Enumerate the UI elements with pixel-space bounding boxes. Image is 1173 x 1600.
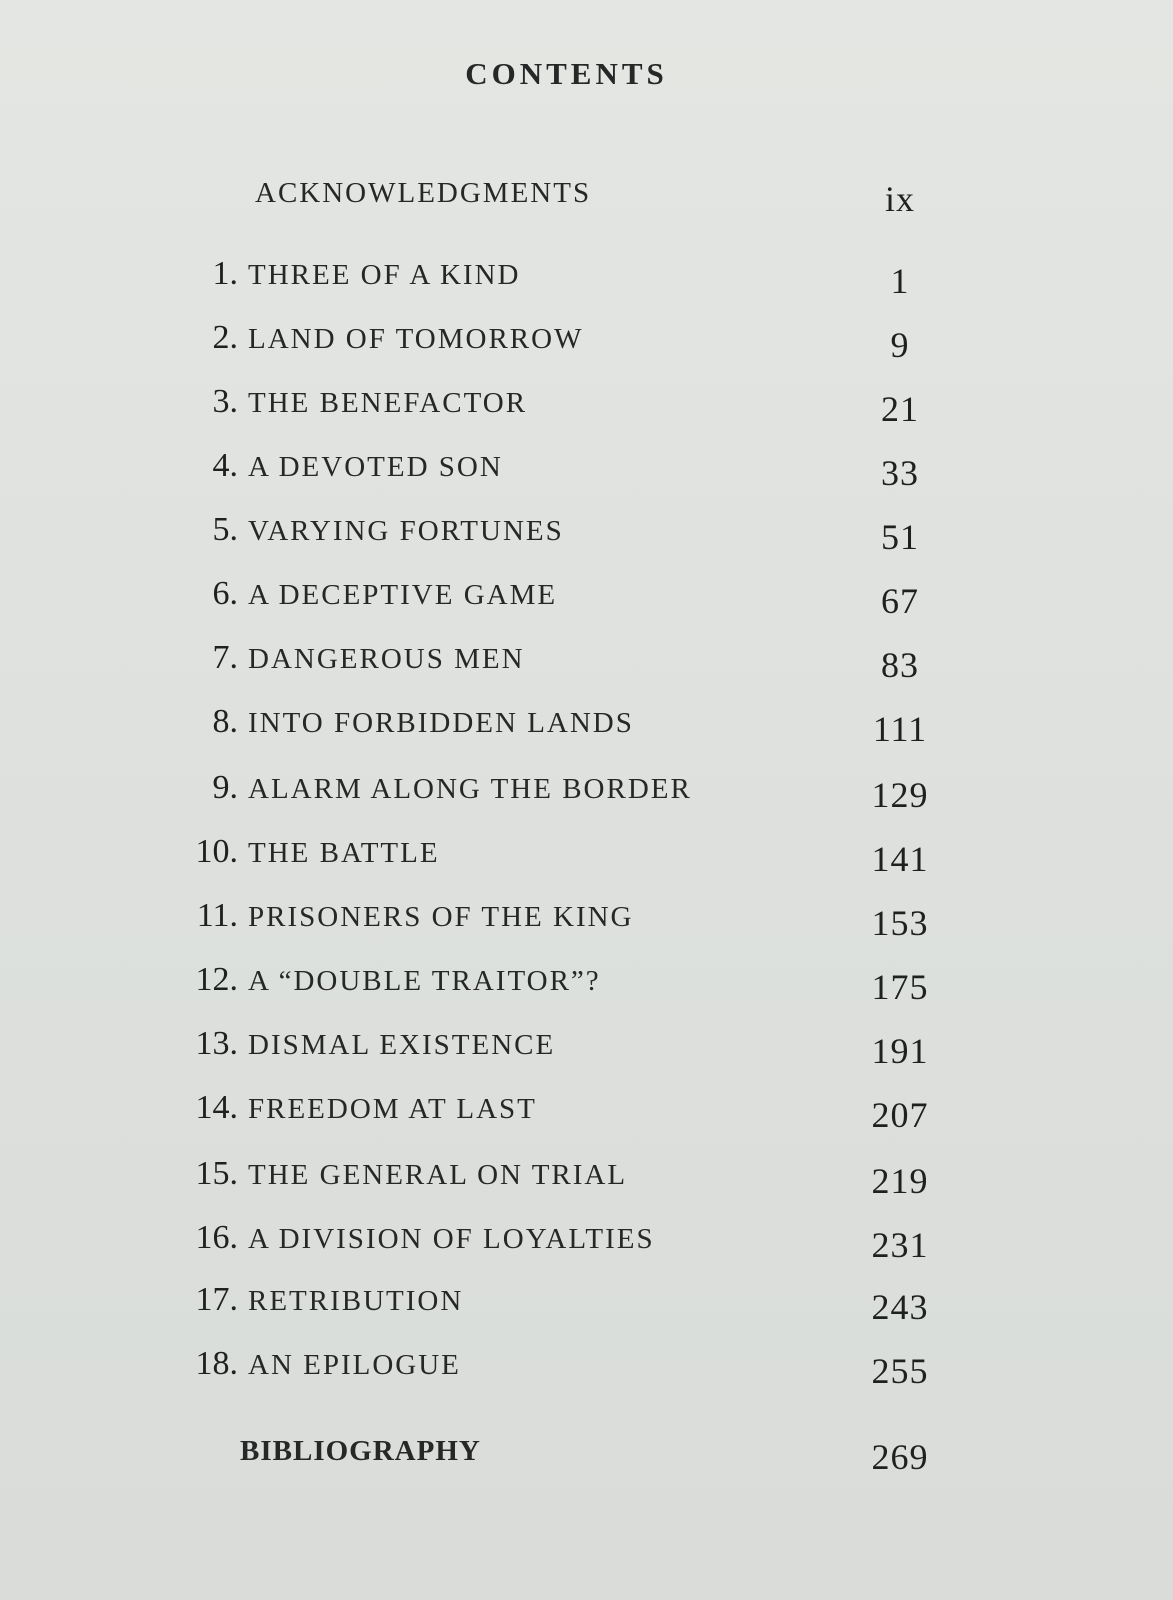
chapter-number: 3.	[212, 383, 238, 420]
entry-page-number: 269	[871, 1437, 929, 1477]
chapter-number: 2.	[212, 319, 238, 356]
chapter-title: DANGEROUS MEN	[248, 643, 525, 675]
chapter-page-number: 153	[871, 903, 929, 943]
chapter-number: 15.	[195, 1155, 238, 1192]
chapter-page-number: 243	[871, 1287, 929, 1327]
chapter-title: AN EPILOGUE	[248, 1349, 461, 1381]
toc-entry-chapter-10	[0, 832, 1173, 894]
toc-entry-chapter-1	[0, 254, 1173, 316]
toc-entry-chapter-13	[0, 1024, 1173, 1086]
chapter-title: THE BATTLE	[248, 837, 440, 869]
chapter-page-number: 231	[871, 1225, 929, 1265]
chapter-title: THE BENEFACTOR	[248, 387, 528, 419]
chapter-number: 17.	[195, 1281, 238, 1318]
chapter-page-number: 83	[881, 645, 919, 685]
chapter-page-number: 141	[871, 839, 929, 879]
chapter-number: 10.	[195, 833, 238, 870]
chapter-number: 18.	[195, 1345, 238, 1382]
chapter-number: 8.	[212, 703, 238, 740]
chapter-number: 1.	[212, 255, 238, 292]
chapter-number: 9.	[212, 769, 238, 806]
chapter-number: 7.	[212, 639, 238, 676]
chapter-number: 11.	[196, 897, 238, 934]
chapter-title: A DEVOTED SON	[248, 451, 503, 483]
chapter-page-number: 9	[890, 325, 910, 365]
chapter-page-number: 21	[881, 389, 919, 429]
toc-entry-chapter-14	[0, 1088, 1173, 1150]
chapter-number: 5.	[212, 511, 238, 548]
toc-entry-chapter-18	[0, 1344, 1173, 1406]
chapter-page-number: 191	[871, 1031, 929, 1071]
chapter-number: 6.	[212, 575, 238, 612]
toc-entry-chapter-17	[0, 1280, 1173, 1342]
toc-entry-chapter-4	[0, 446, 1173, 508]
chapter-page-number: 111	[872, 709, 928, 749]
chapter-page-number: 255	[871, 1351, 929, 1391]
toc-entry-chapter-12	[0, 960, 1173, 1022]
chapter-title: PRISONERS OF THE KING	[248, 901, 634, 933]
toc-entry-chapter-15	[0, 1154, 1173, 1216]
chapter-number: 4.	[212, 447, 238, 484]
chapter-title: ALARM ALONG THE BORDER	[248, 773, 692, 805]
chapter-number: 16.	[195, 1219, 238, 1256]
chapter-title: VARYING FORTUNES	[248, 515, 564, 547]
chapter-page-number: 51	[881, 517, 919, 557]
chapter-number: 12.	[195, 961, 238, 998]
toc-entry-chapter-5	[0, 510, 1173, 572]
toc-entry-chapter-6	[0, 574, 1173, 636]
chapter-page-number: 207	[871, 1095, 929, 1135]
toc-entry-chapter-8	[0, 702, 1173, 764]
chapter-title: A DIVISION OF LOYALTIES	[248, 1223, 655, 1255]
entry-page-number: ix	[884, 179, 915, 219]
chapter-title: THREE OF A KIND	[248, 259, 521, 291]
toc-entry-chapter-11	[0, 896, 1173, 958]
toc-entry-chapter-16	[0, 1218, 1173, 1280]
chapter-title: THE GENERAL ON TRIAL	[248, 1159, 628, 1191]
chapter-number: 14.	[195, 1089, 238, 1126]
chapter-page-number: 33	[881, 453, 919, 493]
chapter-page-number: 219	[871, 1161, 929, 1201]
toc-entry-chapter-3	[0, 382, 1173, 444]
chapter-page-number: 67	[881, 581, 919, 621]
toc-entry-chapter-9	[0, 768, 1173, 830]
entry-title: BIBLIOGRAPHY	[240, 1435, 481, 1467]
toc-entry-acknowledgments	[0, 172, 1173, 234]
chapter-page-number: 175	[871, 967, 929, 1007]
toc-entry-chapter-2	[0, 318, 1173, 380]
chapter-title: A DECEPTIVE GAME	[248, 579, 558, 611]
chapter-title: FREEDOM AT LAST	[248, 1093, 537, 1125]
chapter-number: 13.	[195, 1025, 238, 1062]
chapter-title: A “DOUBLE TRAITOR”?	[248, 965, 601, 997]
toc-entry-bibliography	[0, 1430, 1173, 1492]
entry-title: ACKNOWLEDGMENTS	[255, 177, 592, 209]
chapter-title: LAND OF TOMORROW	[248, 323, 584, 355]
chapter-page-number: 129	[871, 775, 929, 815]
toc-entry-chapter-7	[0, 638, 1173, 700]
page-title: CONTENTS	[465, 56, 668, 91]
chapter-page-number: 1	[890, 261, 910, 301]
chapter-title: RETRIBUTION	[248, 1285, 464, 1317]
chapter-title: DISMAL EXISTENCE	[248, 1029, 556, 1061]
chapter-title: INTO FORBIDDEN LANDS	[248, 707, 634, 739]
